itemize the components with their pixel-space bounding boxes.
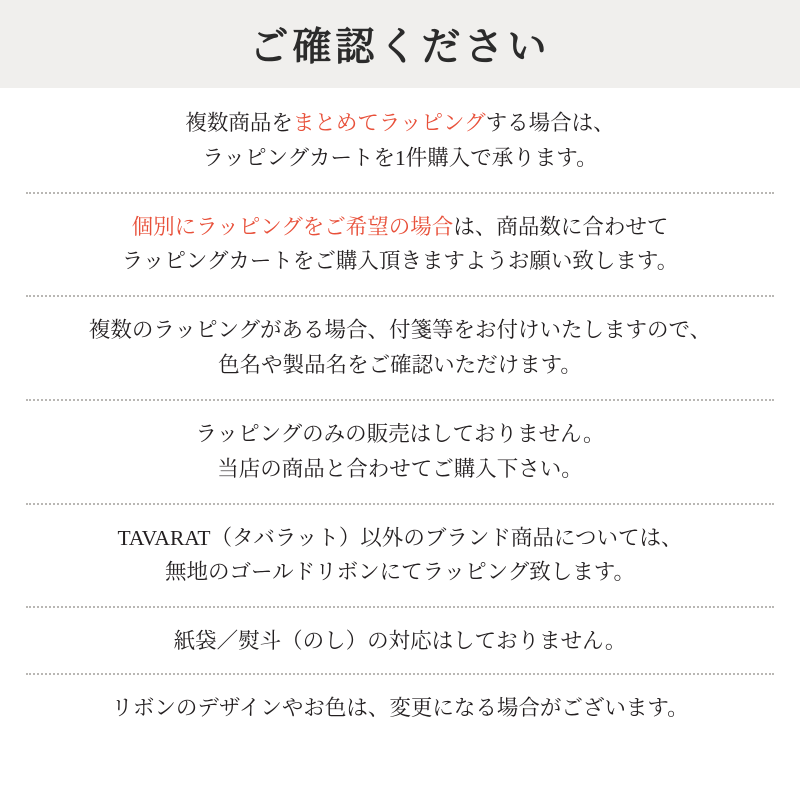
- notice-text: TAVARAT（タバラット）以外のブランド商品については、: [117, 525, 683, 550]
- notice-item-wrapping-only-not-sold: [26, 401, 774, 503]
- notice-line: [132, 210, 669, 245]
- notice-text: する場合は、: [485, 111, 615, 135]
- notice-line: [165, 555, 635, 590]
- notice-item-bundle-wrapping: [26, 88, 774, 192]
- notice-text-highlight: 個別にラッピングをご希望の場合: [131, 214, 454, 239]
- notice-item-multiple-wrapping-tags: [26, 297, 774, 399]
- notice-item-no-paper-bag-noshi: [26, 608, 774, 673]
- notice-item-other-brands-gold-ribbon: [26, 505, 774, 607]
- notice-line: [217, 452, 583, 487]
- notice-text: は、商品数に合わせて: [453, 214, 669, 239]
- notice-text: ラッピングカートをご購入頂きますようお願い致します。: [121, 249, 679, 274]
- notice-line: [118, 521, 683, 556]
- notice-text: ラッピングカートを1件購入で承ります。: [202, 145, 598, 170]
- notice-line: [122, 244, 678, 279]
- notice-line: [111, 691, 688, 726]
- notice-line: [185, 106, 614, 141]
- page-title: ご確認ください: [249, 26, 551, 69]
- notice-line: [218, 348, 582, 383]
- notice-line: [89, 313, 711, 348]
- notice-item-individual-wrapping: [26, 194, 774, 296]
- notice-list: [0, 88, 800, 800]
- notice-text: リボンのデザインやお色は、変更になる場合がございます。: [111, 696, 689, 721]
- notice-text-highlight: まとめてラッピング: [292, 111, 486, 135]
- notice-line: [196, 417, 605, 452]
- notice-text: 複数商品を: [185, 111, 293, 135]
- page-header: [0, 0, 800, 88]
- notice-text: 色名や製品名をご確認いただけます。: [218, 353, 582, 378]
- notice-line: [202, 141, 597, 176]
- notice-item-ribbon-design-may-change: [26, 675, 774, 738]
- notice-text: 無地のゴールドリボンにてラッピング致します。: [165, 560, 635, 585]
- notice-text: 当店の商品と合わせてご購入下さい。: [217, 456, 583, 481]
- notice-line: [174, 624, 627, 659]
- notice-text: 紙袋／熨斗（のし）の対応はしておりません。: [173, 629, 627, 654]
- notice-text: ラッピングのみの販売はしておりません。: [195, 421, 605, 446]
- notice-text: 複数のラッピングがある場合、付箋等をお付けいたしますので、: [88, 318, 712, 343]
